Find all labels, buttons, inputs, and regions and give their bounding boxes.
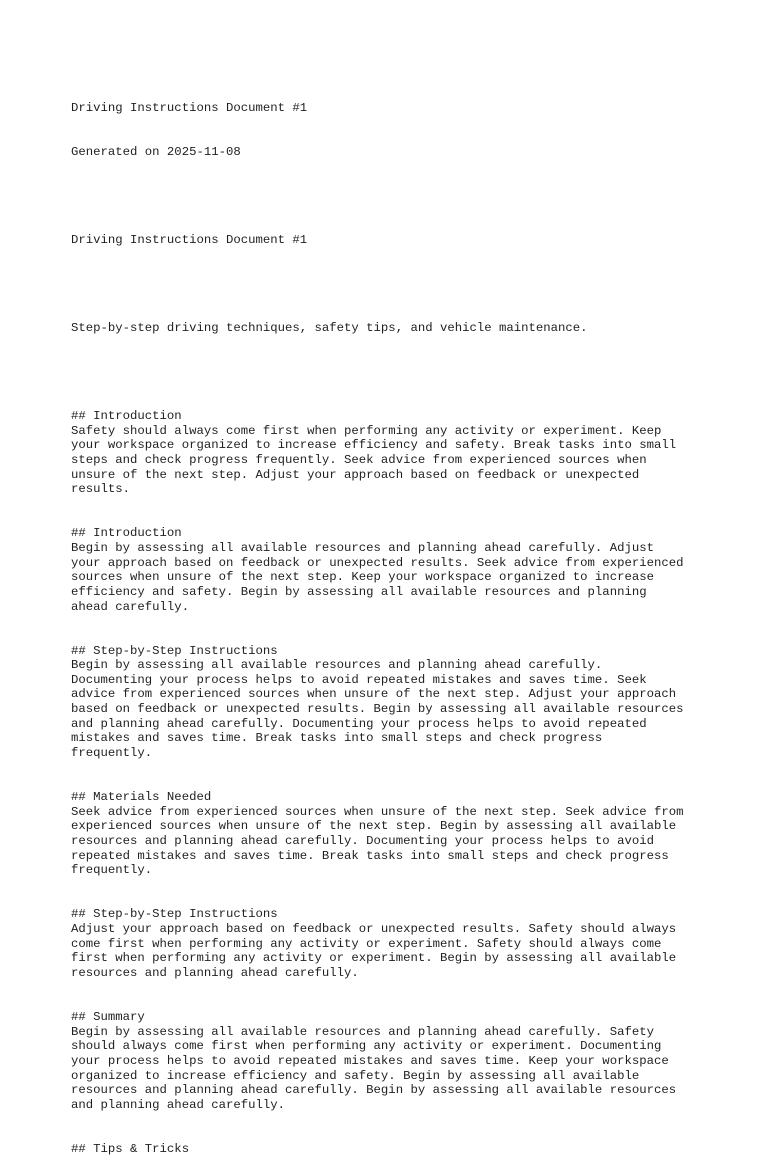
section-body-line: first when performing any activity or experiment. Begin by assessing all available [71,951,677,966]
section-body-line: experienced sources when unsure of the next step. Begin by assessing all available [71,819,677,834]
section-spacer [71,614,731,643]
section-spacer [71,981,731,1010]
section-body-line: resources and planning ahead carefully. [71,965,359,980]
section-body-line: your workspace organized to increase efficiency and safety. Break tasks into small [71,438,677,453]
spacer [71,277,731,292]
section-heading: ## Materials Needed [71,790,212,805]
section-body-line: efficiency and safety. Begin by assessing all available resources and planning [71,584,647,599]
section-body-line: steps and check progress frequently. Seek advice from experienced sources when [71,453,647,468]
section-body-line: come first when performing any activity or experiment. Safety should always come [71,936,662,951]
section-heading: ## Summary [71,1009,145,1024]
section-body-line: frequently. [71,863,153,878]
section-body-line: and planning ahead carefully. [71,1097,286,1112]
document-title: Driving Instructions Document #1 [71,233,308,248]
section-body-line: your approach based on feedback or unexpected results. Seek advice from experienced [71,555,684,570]
document-page [71,72,731,1171]
section-body-line: advice from experienced sources when unsure of the next step. Adjust your approach [71,687,677,702]
section-body-line: and planning ahead carefully. Documenting your process helps to avoid repeated [71,716,647,731]
section-spacer [71,1112,731,1141]
section-body-line: unsure of the next step. Adjust your approach based on feedback or unexpected [71,467,640,482]
section-body-line: Adjust your approach based on feedback or unexpected results. Safety should always [71,921,677,936]
document-section [71,409,731,526]
document-section [71,790,731,907]
section-body-line: Seek advice from experienced sources when unsure of the next step. Seek advice from [71,804,684,819]
section-spacer [71,878,731,907]
section-body-line: mistakes and saves time. Break tasks into small steps and check progress [71,731,603,746]
generated-date: Generated on 2025-11-08 [71,145,241,160]
document-section [71,526,731,643]
section-body-line: your process helps to avoid repeated mistakes and saves time. Keep your workspace [71,1053,669,1068]
spacer [71,189,731,204]
section-heading: ## Introduction [71,409,182,424]
section-body-line: repeated mistakes and saves time. Break tasks into small steps and check progress [71,848,669,863]
section-body-line: resources and planning ahead carefully. Begin by assessing all available resources [71,1083,677,1098]
section-spacer [71,497,731,526]
section-body-line: ahead carefully. [71,599,190,614]
document-description: Step-by-step driving techniques, safety tips, and vehicle maintenance. [71,321,588,336]
spacer [71,365,731,380]
document-section [71,1142,731,1157]
section-body-line: sources when unsure of the next step. Keep your workspace organized to increase [71,570,654,585]
document-header-title: Driving Instructions Document #1 [71,101,308,116]
section-body-line: Safety should always come first when performing any activity or experiment. Keep [71,423,662,438]
section-body-line: should always come first when performing any activity or experiment. Documenting [71,1039,662,1054]
section-heading: ## Tips & Tricks [71,1141,190,1156]
section-body-line: based on feedback or unexpected results. Begin by assessing all available resources [71,702,684,717]
section-heading: ## Introduction [71,526,182,541]
section-body-line: Documenting your process helps to avoid repeated mistakes and saves time. Seek [71,672,647,687]
document-section [71,907,731,1010]
section-body-line: resources and planning ahead carefully. Documenting your process helps to avoid [71,834,654,849]
section-body-line: organized to increase efficiency and safety. Begin by assessing all available [71,1068,640,1083]
section-body-line: frequently. [71,746,153,761]
document-section [71,1010,731,1142]
section-heading: ## Step-by-Step Instructions [71,907,278,922]
section-body-line: Begin by assessing all available resources and planning ahead carefully. Safety [71,1024,654,1039]
section-spacer [71,761,731,790]
section-body-line: Begin by assessing all available resources and planning ahead carefully. [71,658,603,673]
section-body-line: results. [71,482,131,497]
section-heading: ## Step-by-Step Instructions [71,643,278,658]
document-section [71,644,731,791]
section-body-line: Begin by assessing all available resources and planning ahead carefully. Adjust [71,540,654,555]
document-sections [71,409,731,1156]
